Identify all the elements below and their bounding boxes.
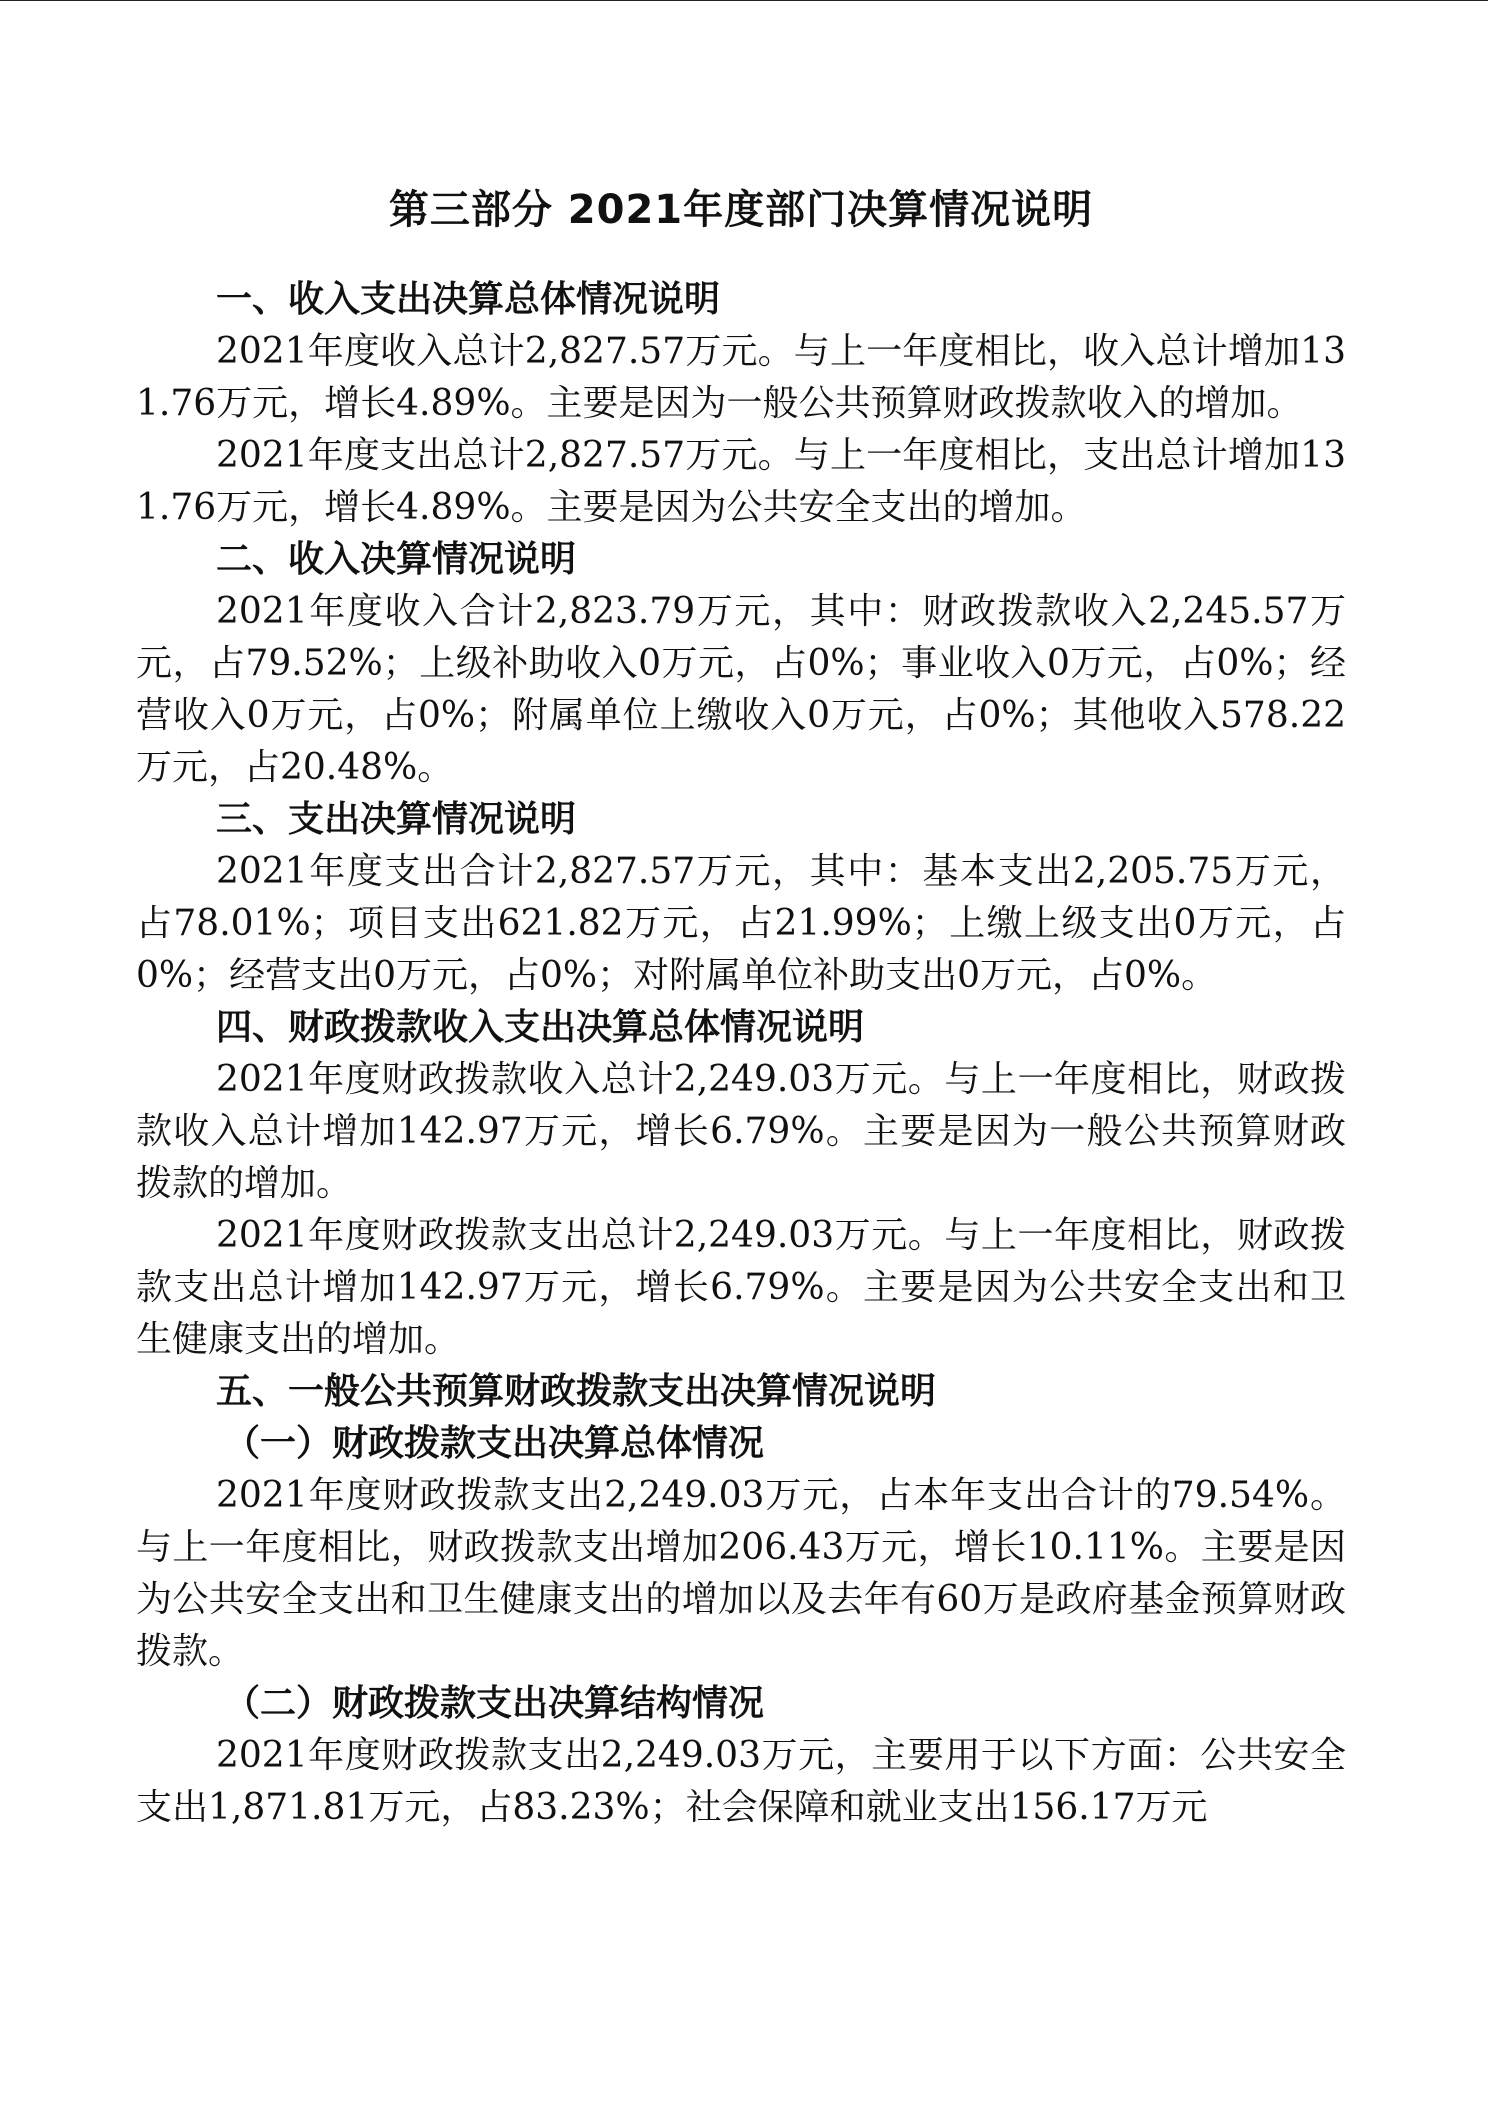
paragraph-expense-breakdown: 2021年度支出合计2,827.57万元，其中：基本支出2,205.75万元，占78.01%；项目支出621.82万元，占21.99%；上缴上级支出0万元，占0%；经营支出0万元，占0%；对附属单位补助支出0万元，占0%。 — [136, 851, 1346, 996]
subsection-heading-2: （二）财政拨款支出决算结构情况 — [224, 1683, 765, 1724]
paragraph-fiscal-income: 2021年度财政拨款收入总计2,249.03万元。与上一年度相比，财政拨款收入总计增加142.97万元，增长6.79%。主要是因为一般公共预算财政拨款的增加。 — [136, 1059, 1346, 1204]
top-border-line — [0, 0, 1488, 1]
document-body — [136, 180, 1346, 1834]
section-heading-2: 二、收入决算情况说明 — [216, 539, 577, 580]
paragraph-income-total: 2021年度收入总计2,827.57万元。与上一年度相比，收入总计增加131.76万元，增长4.89%。主要是因为一般公共预算财政拨款收入的增加。 — [136, 331, 1346, 424]
document-title: 第三部分 2021年度部门决算情况说明 — [388, 187, 1094, 233]
paragraph-income-breakdown: 2021年度收入合计2,823.79万元，其中：财政拨款收入2,245.57万元，占79.52%；上级补助收入0万元，占0%；事业收入0万元，占0%；经营收入0万元，占0%；附属单位上缴收入0万元，占0%；其他收入578.22万元，占20.48%。 — [136, 591, 1346, 788]
section-heading-3: 三、支出决算情况说明 — [216, 799, 577, 840]
section-heading-1: 一、收入支出决算总体情况说明 — [216, 279, 721, 320]
paragraph-expense-total: 2021年度支出总计2,827.57万元。与上一年度相比，支出总计增加131.76万元，增长4.89%。主要是因为公共安全支出的增加。 — [136, 435, 1346, 528]
section-heading-4: 四、财政拨款收入支出决算总体情况说明 — [216, 1007, 865, 1048]
subsection-heading-1: （一）财政拨款支出决算总体情况 — [224, 1423, 765, 1464]
paragraph-fiscal-expense: 2021年度财政拨款支出总计2,249.03万元。与上一年度相比，财政拨款支出总计增加142.97万元，增长6.79%。主要是因为公共安全支出和卫生健康支出的增加。 — [136, 1215, 1346, 1360]
paragraph-fiscal-overall: 2021年度财政拨款支出2,249.03万元，占本年支出合计的79.54%。与上一年度相比，财政拨款支出增加206.43万元，增长10.11%。主要是因为公共安全支出和卫生健康支出的增加以及去年有60万是政府基金预算财政拨款。 — [136, 1475, 1346, 1672]
paragraph-fiscal-structure: 2021年度财政拨款支出2,249.03万元，主要用于以下方面：公共安全支出1,871.81万元，占83.23%；社会保障和就业支出156.17万元 — [136, 1735, 1346, 1828]
section-heading-5: 五、一般公共预算财政拨款支出决算情况说明 — [216, 1371, 937, 1412]
